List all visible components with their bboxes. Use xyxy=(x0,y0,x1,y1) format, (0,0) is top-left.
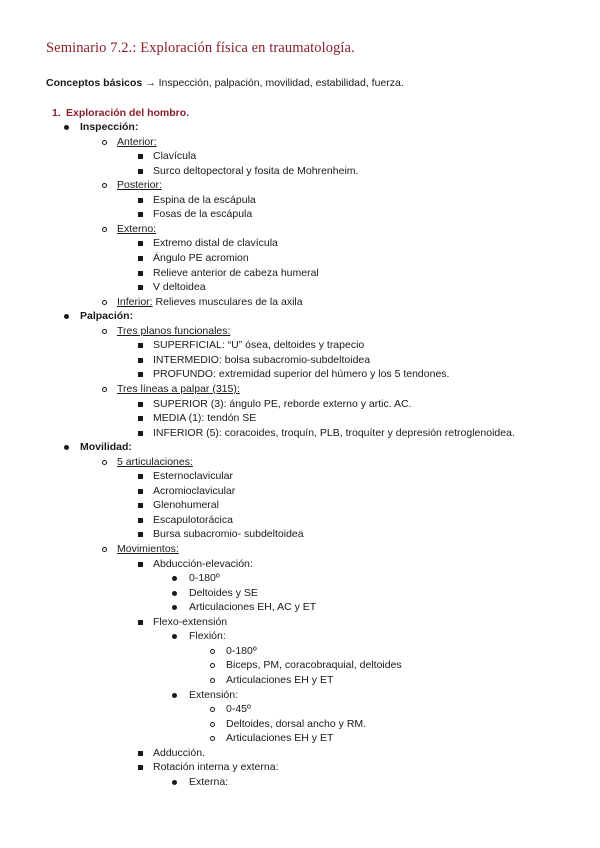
outline-item-text: Adducción. xyxy=(153,746,205,759)
outline-item xyxy=(153,513,233,528)
outline-item xyxy=(226,702,251,717)
outline-item-text: Inspección: xyxy=(80,121,139,134)
outline-item-text: Clavícula xyxy=(153,150,197,163)
outline-item-text: Extensión: xyxy=(189,688,239,701)
outline-item xyxy=(226,673,333,688)
outline-item xyxy=(153,411,256,426)
bullet-square-icon xyxy=(138,358,143,363)
bullet-square-icon xyxy=(138,532,143,537)
bullet-square-icon xyxy=(138,343,143,348)
outline-item xyxy=(153,397,412,412)
outline-item xyxy=(117,324,230,339)
bullet-square-icon xyxy=(138,562,143,567)
bullet-square-icon xyxy=(138,503,143,508)
document-title: Seminario 7.2.: Exploración física en traumatología. xyxy=(46,40,355,56)
bullet-dot-icon xyxy=(172,576,177,581)
bullet-circle-icon xyxy=(102,300,107,305)
outline-item-text: Abducción-elevación: xyxy=(153,557,253,570)
bullet-dot-icon xyxy=(172,605,177,610)
outline-item xyxy=(226,658,402,673)
outline-item xyxy=(153,484,235,499)
bullet-dot-icon xyxy=(64,314,69,319)
bullet-circle-icon xyxy=(210,678,215,683)
outline-item-text: Movilidad: xyxy=(80,441,132,454)
bullet-circle-icon xyxy=(102,460,107,465)
outline-item xyxy=(153,367,449,382)
outline-item xyxy=(189,600,316,615)
bullet-square-icon xyxy=(138,416,143,421)
bullet-square-icon xyxy=(138,372,143,377)
bullet-dot-icon xyxy=(64,445,69,450)
bullet-circle-icon xyxy=(210,649,215,654)
bullet-square-icon xyxy=(138,620,143,625)
outline-item xyxy=(117,135,157,150)
outline-item-text: Posterior: xyxy=(117,179,162,192)
outline-item xyxy=(153,207,252,222)
outline-item xyxy=(153,236,278,251)
bullet-square-icon xyxy=(138,154,143,159)
bullet-circle-icon xyxy=(102,227,107,232)
bullet-square-icon xyxy=(138,489,143,494)
outline-item-text: MEDIA (1): tendón SE xyxy=(153,412,257,425)
outline-item xyxy=(153,469,233,484)
outline-item-text: Articulaciones EH, AC y ET xyxy=(189,601,317,614)
outline-item xyxy=(117,542,179,557)
outline-item-text: INTERMEDIO: bolsa subacromio-subdeltoidea xyxy=(153,353,371,366)
outline-item xyxy=(117,455,193,470)
outline-item xyxy=(189,688,238,703)
outline-item-text: Tres líneas a palpar (315): xyxy=(117,382,240,395)
outline-item-text: Fosas de la escápula xyxy=(153,208,253,221)
outline-item xyxy=(153,746,205,761)
outline-item-text: Flexión: xyxy=(189,630,226,643)
outline-item-text: Biceps, PM, coracobraquial, deltoides xyxy=(226,659,402,672)
outline-item xyxy=(153,426,515,441)
bullet-dot-icon xyxy=(172,634,177,639)
bullet-dot-icon xyxy=(64,125,69,130)
outline-item-text: Anterior: xyxy=(117,135,157,148)
bullet-square-icon xyxy=(138,198,143,203)
bullet-square-icon xyxy=(138,518,143,523)
bullet-dot-icon xyxy=(172,693,177,698)
bullet-square-icon xyxy=(138,751,143,756)
outline-item xyxy=(226,644,257,659)
outline-item-text: Esternoclavicular xyxy=(153,470,233,483)
outline-item xyxy=(153,266,319,281)
outline-item-text: Deltoides, dorsal ancho y RM. xyxy=(226,717,367,730)
outline-item-text: Externa: xyxy=(189,775,229,788)
outline-item-detail: Relieves musculares de la axila xyxy=(152,295,303,308)
outline-item xyxy=(189,775,228,790)
outline-item-text: Relieve anterior de cabeza humeral xyxy=(153,266,319,279)
bullet-circle-icon xyxy=(210,663,215,668)
outline-item xyxy=(226,717,366,732)
outline-item xyxy=(153,353,370,368)
outline-item-text: Extremo distal de clavícula xyxy=(153,237,278,250)
bullet-square-icon xyxy=(138,271,143,276)
outline-item xyxy=(66,106,189,121)
bullet-circle-icon xyxy=(102,547,107,552)
bullet-dot-icon xyxy=(172,591,177,596)
bullet-square-icon xyxy=(138,402,143,407)
outline-item-text: Movimientos: xyxy=(117,543,179,555)
bullet-circle-icon xyxy=(210,707,215,712)
outline-item xyxy=(117,178,162,193)
outline-item xyxy=(117,382,240,397)
bullet-circle-icon xyxy=(102,387,107,392)
outline-item xyxy=(153,164,358,179)
outline-item-text: INFERIOR (5): coracoides, troquín, PLB, troquíter y depresión retroglenoidea. xyxy=(153,426,515,439)
outline-item xyxy=(80,309,133,324)
outline-item-text: PROFUNDO: extremidad superior del húmero y los 5 tendones. xyxy=(153,368,450,381)
outline-item-text: 5 articulaciones: xyxy=(117,455,193,468)
outline-item-text: Escapulotorácica xyxy=(153,513,233,526)
outline-item xyxy=(189,571,220,586)
outline-item xyxy=(80,120,138,135)
outline-item-text: SUPERIOR (3): ángulo PE, reborde externo y artic. AC. xyxy=(153,397,412,410)
outline-item xyxy=(153,527,304,542)
outline-item-text: 0-45º xyxy=(226,703,251,716)
outline-item xyxy=(117,222,156,237)
bullet-square-icon xyxy=(138,765,143,770)
basic-concepts-text: Inspección, palpación, movilidad, estabilidad, fuerza. xyxy=(158,77,404,89)
outline-item xyxy=(226,731,333,746)
bullet-circle-icon xyxy=(102,183,107,188)
outline-item-text: Articulaciones EH y ET xyxy=(226,673,334,686)
bullet-dot-icon xyxy=(172,780,177,785)
bullet-circle-icon xyxy=(210,722,215,727)
outline-item xyxy=(153,615,227,630)
outline-item-text: Rotación interna y externa: xyxy=(153,761,279,774)
bullet-square-icon xyxy=(138,169,143,174)
list-number: 1. xyxy=(52,106,61,119)
outline-item-text: 0-180º xyxy=(226,644,257,657)
outline-item-text: Espina de la escápula xyxy=(153,193,256,206)
outline-item-text: Inferior: xyxy=(117,295,153,308)
bullet-square-icon xyxy=(138,256,143,261)
outline-item xyxy=(80,440,132,455)
outline-item-text: Tres planos funcionales: xyxy=(117,324,231,337)
outline-item-text: Glenohumeral xyxy=(153,499,219,512)
outline-item xyxy=(189,629,226,644)
outline-item xyxy=(153,251,249,266)
outline-item-text: Exploración del hombro. xyxy=(66,106,190,119)
outline-item-text: Palpación: xyxy=(80,310,134,323)
outline-item-text: SUPERFICIAL: “U” ósea, deltoides y trapecio xyxy=(153,339,365,352)
bullet-circle-icon xyxy=(102,140,107,145)
outline-item-text: Surco deltopectoral y fosita de Mohrenheim. xyxy=(153,164,359,177)
outline-item xyxy=(153,498,219,513)
outline-item xyxy=(153,193,256,208)
outline-item-text: Articulaciones EH y ET xyxy=(226,732,334,745)
outline-item-text: Flexo-extensión xyxy=(153,615,228,628)
outline-item xyxy=(153,149,196,164)
outline-item-text: Acromioclavicular xyxy=(153,484,236,497)
outline-item-text: Deltoides y SE xyxy=(189,586,258,599)
bullet-circle-icon xyxy=(102,329,107,334)
basic-concepts-line xyxy=(46,76,404,91)
outline-item xyxy=(153,280,206,295)
bullet-square-icon xyxy=(138,212,143,217)
bullet-square-icon xyxy=(138,474,143,479)
outline-item-text: 0-180º xyxy=(189,572,220,585)
bullet-square-icon xyxy=(138,285,143,290)
outline-item xyxy=(153,557,253,572)
outline-item xyxy=(117,295,303,310)
bullet-square-icon xyxy=(138,431,143,436)
outline-item-text: Ángulo PE acromion xyxy=(153,252,249,264)
outline-item xyxy=(153,338,364,353)
outline-item-text: Externo: xyxy=(117,222,157,235)
bullet-circle-icon xyxy=(210,736,215,741)
bullet-square-icon xyxy=(138,241,143,246)
basic-concepts-label: Conceptos básicos xyxy=(46,77,143,89)
outline-item xyxy=(153,760,279,775)
outline-item-text: Bursa subacromio- subdeltoidea xyxy=(153,528,304,541)
arrow-icon: → xyxy=(145,77,156,89)
outline-item-text: V deltoidea xyxy=(153,281,206,294)
outline-item xyxy=(189,586,258,601)
